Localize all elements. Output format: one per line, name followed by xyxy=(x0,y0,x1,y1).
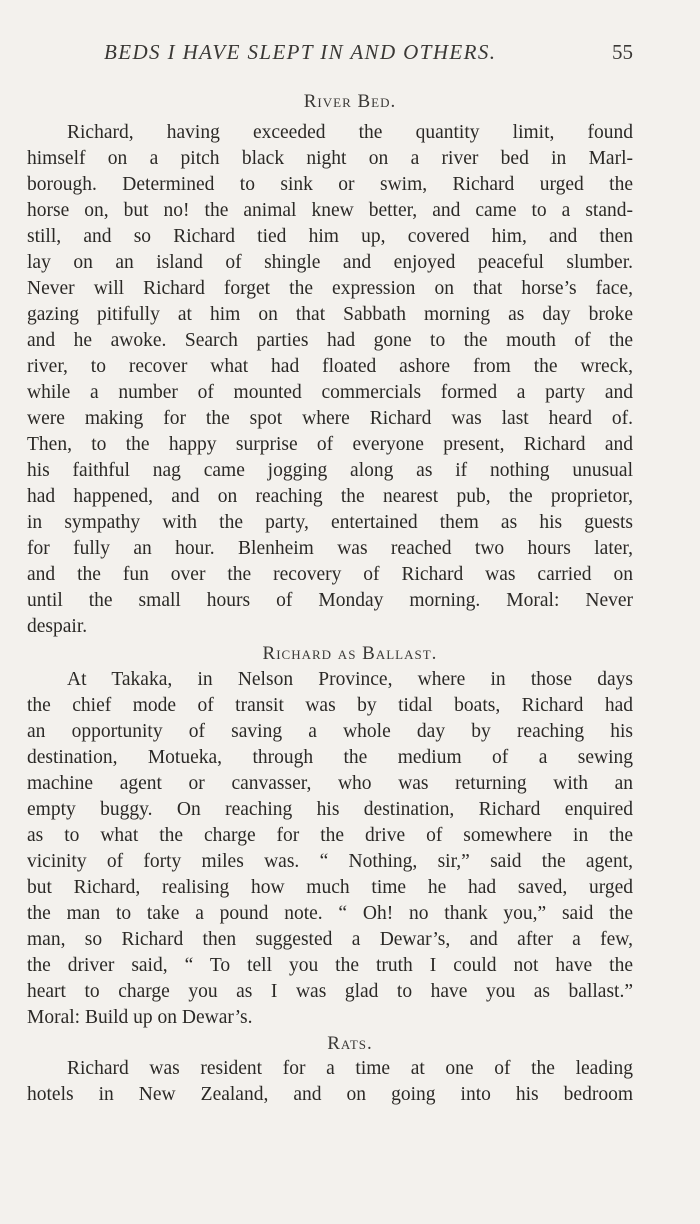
paragraph-line: river, to recover what had floated ashore from the wreck, xyxy=(27,356,633,377)
paragraph-line: and the fun over the recovery of Richard was carried on xyxy=(27,564,633,585)
paragraph-line: vicinity of forty miles was. “ Nothing, sir,” said the agent, xyxy=(27,851,633,872)
paragraph-line: empty buggy. On reaching his destination, Richard enquired xyxy=(27,799,633,820)
paragraph-line: hotels in New Zealand, and on going into his bedroom xyxy=(27,1084,633,1105)
paragraph-line: lay on an island of shingle and enjoyed peaceful slumber. xyxy=(27,252,633,273)
paragraph-line: the man to take a pound note. “ Oh! no thank you,” said the xyxy=(27,903,633,924)
section-heading-rats: Rats. xyxy=(327,1033,373,1054)
paragraph-line: but Richard, realising how much time he had saved, urged xyxy=(27,877,633,898)
paragraph-line: At Takaka, in Nelson Province, where in those days xyxy=(67,669,633,690)
paragraph-line: and he awoke. Search parties had gone to the mouth of the xyxy=(27,330,633,351)
paragraph-line: had happened, and on reaching the nearest pub, the proprietor, xyxy=(27,486,633,507)
paragraph-line: an opportunity of saving a whole day by reaching his xyxy=(27,721,633,742)
paragraph-line: the driver said, “ To tell you the truth I could not have the xyxy=(27,955,633,976)
paragraph-line: while a number of mounted commercials formed a party and xyxy=(27,382,633,403)
paragraph-line: Richard was resident for a time at one of the leading xyxy=(67,1058,633,1079)
paragraph-line: were making for the spot where Richard was last heard of. xyxy=(27,408,633,429)
section-heading-richard-as-ballast: Richard as Ballast. xyxy=(262,643,438,664)
running-header xyxy=(0,36,700,68)
paragraph-line: man, so Richard then suggested a Dewar’s, and after a few, xyxy=(27,929,633,950)
paragraph-line: despair. xyxy=(27,616,88,637)
paragraph-line: machine agent or canvasser, who was returning with an xyxy=(27,773,633,794)
paragraph-line: gazing pitifully at him on that Sabbath morning as day broke xyxy=(27,304,633,325)
paragraph-line: Richard, having exceeded the quantity limit, found xyxy=(67,122,633,143)
paragraph-line: still, and so Richard tied him up, covered him, and then xyxy=(27,226,633,247)
paragraph-line: borough. Determined to sink or swim, Richard urged the xyxy=(27,174,633,195)
paragraph-line: as to what the charge for the drive of somewhere in the xyxy=(27,825,633,846)
paragraph-line: heart to charge you as I was glad to have you as ballast.” xyxy=(27,981,633,1002)
paragraph-line: Then, to the happy surprise of everyone present, Richard and xyxy=(27,434,633,455)
paragraph-line: in sympathy with the party, entertained them as his guests xyxy=(27,512,633,533)
paragraph-line: horse on, but no! the animal knew better, and came to a stand- xyxy=(27,200,633,221)
paragraph-line: until the small hours of Monday morning. Moral: Never xyxy=(27,590,633,611)
paragraph-line: his faithful nag came jogging along as if nothing unusual xyxy=(27,460,633,481)
paragraph-line: for fully an hour. Blenheim was reached two hours later, xyxy=(27,538,633,559)
paragraph-line: Moral: Build up on Dewar’s. xyxy=(27,1007,253,1028)
page-number: 55 xyxy=(612,40,633,64)
running-title: BEDS I HAVE SLEPT IN AND OTHERS. xyxy=(104,40,497,64)
paragraph-line: destination, Motueka, through the medium of a sewing xyxy=(27,747,633,768)
section-heading-river-bed: River Bed. xyxy=(303,91,397,112)
paragraph-line: himself on a pitch black night on a river bed in Marl- xyxy=(27,148,633,169)
paragraph-line: the chief mode of transit was by tidal boats, Richard had xyxy=(27,695,633,716)
paragraph-line: Never will Richard forget the expression on that horse’s face, xyxy=(27,278,633,299)
